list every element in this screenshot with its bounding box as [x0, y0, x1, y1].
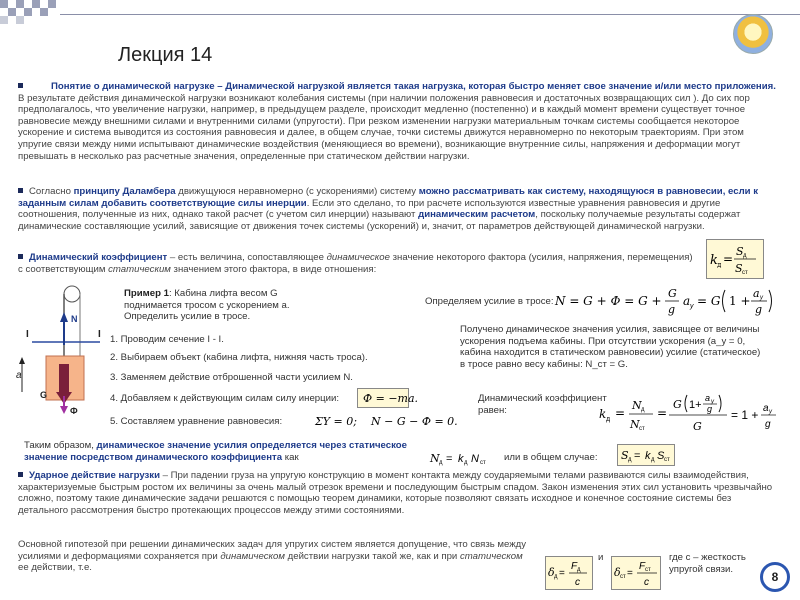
svg-text:=: =	[615, 406, 626, 420]
svg-text:=: =	[627, 568, 633, 579]
svg-text:Ф = −ma.: Ф = −ma.	[363, 392, 419, 405]
text: – есть величина, сопоставляющее	[167, 252, 327, 263]
slide-title: Лекция 14	[118, 44, 213, 66]
body-dynamic-load: В результате действия динамической нагрузки возникают колебания системы (при наличии положения равновесия и достаточных возвращающих сил ). До сих пор предполагалось, что увеличение нагрузки, например, в предыдущем разделе, происходит медленно (постепенно) и в каждый момент времени существует точное равновесие между внешними силами и внутренними силами (упругости). При резком изменении нагрузки материальным точкам системы сообщается некоторое ускорение и система выводится из состояния равновесия и далее, в общем случае, точки системы движутся неравномерно по некоторым траекториям. При этом упругие связи между ними испытывают динамические воздействия (меняющиеся во времени), возникающие внутренние силы, напряжения и деформации могут превышать в несколько раз расчетные значения, определенные при статическом действии нагрузки.	[18, 92, 750, 162]
text: Согласно	[29, 186, 74, 197]
term-dynamic-load: Понятие о динамической нагрузке	[51, 81, 215, 92]
obtained-text: Получено динамическое значения усилия, зависящее от величины ускорения подъема кабины. При отсутствии ускорения (a_y = 0, кабина находится в статическом равновесии) усилие (статическое) в тросе равно весу кабины: N_ст = G.	[460, 324, 761, 370]
bold-statement: можно рассматривать как систему, находящуюся в равновесии, если к заданным силам добавить соответствующие силы инерции	[18, 186, 759, 209]
italic-word: статическим	[108, 263, 171, 275]
svg-text:д: д	[628, 457, 632, 463]
svg-text:= G: = G	[697, 294, 721, 308]
svg-text:g: g	[668, 303, 676, 316]
and-word: и	[598, 552, 604, 563]
force-N-arrow	[60, 312, 68, 322]
bullet-icon	[18, 83, 23, 88]
inertia-arrow	[60, 406, 68, 414]
svg-text:g: g	[765, 419, 771, 430]
svg-text:a: a	[763, 403, 769, 414]
svg-text:д: д	[641, 407, 645, 413]
italic-word: динамическом	[220, 550, 285, 562]
svg-text:д: д	[651, 457, 655, 463]
svg-text:д: д	[606, 416, 611, 423]
text: Таким образом,	[24, 440, 97, 451]
svg-text:G: G	[693, 420, 702, 433]
text: Основной гипотезой при решении динамических задач для упругих систем является допущение, что связь между усилиями и деформациями сохраняется при	[18, 539, 527, 562]
formula-nd	[428, 448, 500, 468]
svg-text:ст: ст	[664, 457, 670, 463]
svg-text:k: k	[458, 453, 464, 465]
page-number-badge: 8	[760, 562, 790, 592]
term-impact: Ударное действие нагрузки	[29, 470, 160, 481]
formula-delta-d	[545, 556, 593, 590]
label-G: G	[40, 390, 48, 400]
bullet-icon	[18, 254, 23, 259]
paragraph-hypothesis	[18, 539, 528, 574]
svg-text:д: д	[577, 567, 581, 573]
italic-word: статическом	[459, 550, 523, 562]
svg-text:=: =	[559, 568, 565, 579]
pulley-icon	[64, 286, 80, 302]
svg-text:S: S	[735, 262, 743, 275]
formula-inertia	[357, 388, 419, 408]
label-a: a	[16, 370, 22, 381]
label-N: N	[71, 314, 78, 324]
svg-text:ст: ст	[480, 460, 486, 466]
svg-text:ст: ст	[620, 574, 626, 580]
svg-text:д: д	[554, 574, 558, 580]
svg-text:G: G	[673, 398, 682, 411]
svg-text:a: a	[705, 393, 711, 403]
formula-cable-force	[553, 284, 775, 318]
svg-text:N = G + Ф = G +: N = G + Ф = G +	[555, 294, 662, 308]
step-2: 2. Выбираем объект (кабина лифта, нижняя часть троса).	[110, 352, 368, 363]
bullet-icon	[18, 188, 23, 193]
svg-text:=: =	[446, 453, 453, 465]
svg-text:N − G − Ф = 0.: N − G − Ф = 0.	[371, 415, 458, 428]
formula-equilibrium	[313, 410, 458, 432]
svg-text:a: a	[753, 287, 760, 300]
lift-diagram	[14, 280, 114, 420]
step-4: 4. Добавляем к действующим силам силу инерции:	[110, 393, 339, 404]
section-label-left: I	[26, 329, 29, 340]
text: значением этого фактора, в виде отношения:	[170, 263, 377, 275]
svg-text:S: S	[621, 449, 629, 462]
example-label: Пример 1	[124, 288, 169, 299]
step-3: 3. Заменяем действие отброшенной части усилием N.	[110, 372, 353, 383]
formula-delta-st	[611, 556, 661, 590]
svg-text:y: y	[769, 409, 772, 415]
text: как	[282, 451, 299, 463]
step-1: 1. Проводим сечение I - I.	[110, 334, 224, 345]
paragraph-dynamic-coef	[18, 252, 698, 275]
weight-arrow-body	[59, 364, 69, 392]
summary-text	[24, 440, 422, 463]
svg-text:=: =	[657, 406, 668, 420]
svg-text:N: N	[630, 418, 640, 431]
svg-text:N: N	[430, 452, 440, 465]
svg-text:д: д	[464, 460, 468, 466]
svg-text:δ: δ	[548, 566, 555, 579]
formula-sd	[617, 444, 675, 466]
svg-text:ст: ст	[645, 567, 651, 573]
svg-text:= 1 +: = 1 +	[731, 408, 759, 422]
svg-text:y: y	[690, 303, 694, 310]
text: , поскольку получаемые результаты содержат динамические составляющие усилий, зависящие от движения точек системы (ускорений) и, значит, от параметров действующей динамической нагрузки.	[18, 209, 741, 232]
svg-text:y: y	[760, 295, 763, 301]
svg-text:д: д	[717, 261, 722, 269]
header-rule	[60, 14, 800, 15]
text: значение некоторого фактора (усилия, напряжения, перемещения) с соответствующим	[18, 252, 693, 275]
impact-text: – При падении груза на упругую конструкцию в момент контакта между соударяемыми телами развиваются силы взаимодействия, характеризуемые быстрым ростом их величины за очень малый отрезок времени и последующим быстрым спадом. Закон изменения этих сил установить чрезвычайно сложно, поэтому такие динамические задачи решаются с помощью теорем динамики, которые позволяют связать исходное и конечное состояние системы без детального рассмотрения быстро протекающих процессов между этими состояниями.	[18, 470, 773, 516]
formula-kd	[597, 390, 782, 440]
svg-text:g: g	[707, 404, 713, 414]
svg-text:д: д	[743, 253, 747, 259]
bullet-icon	[18, 472, 23, 477]
svg-text:c: c	[644, 577, 649, 588]
paragraph-dynamic-load	[18, 81, 780, 162]
svg-text:1 +: 1 +	[729, 294, 751, 308]
coef-label: Динамический коэффициент равен:	[478, 393, 607, 416]
svg-text:c: c	[575, 577, 580, 588]
svg-text:ст: ст	[639, 426, 645, 432]
example-text	[124, 288, 334, 323]
stiffness-note: где с – жесткость упругой связи.	[669, 552, 746, 575]
term-dynamic-coef: Динамический коэффициент	[29, 252, 168, 263]
cable-force-label: Определяем усилие в тросе:	[425, 296, 554, 307]
text: движущуюся неравномерно (с ускорениями) систему	[175, 186, 419, 197]
summary-bold: динамическое значение усилия определяется через статическое значение посредством динамического коэффициента	[24, 440, 407, 463]
text: . Если это сделано, то при расчете используются известные уравнения равновесия и другие соотношения, полученные из них, однако такой расчет (с учетом сил инерции) называют	[18, 197, 721, 221]
svg-text:F: F	[571, 561, 578, 572]
decorative-checker	[0, 0, 64, 30]
svg-text:ΣY = 0;: ΣY = 0;	[315, 415, 357, 428]
section-label-right: I	[98, 329, 101, 340]
svg-text:k: k	[645, 450, 651, 462]
term-dynamic-calc: динамическим расчетом	[418, 209, 536, 221]
svg-text:N: N	[471, 453, 479, 465]
text: действии нагрузки такой же, как и при	[284, 550, 460, 562]
svg-text:k: k	[599, 407, 607, 421]
italic-word: динамическое	[326, 252, 390, 263]
svg-text:F: F	[639, 561, 646, 572]
general-case-label: или в общем случае:	[504, 452, 598, 463]
svg-text:N: N	[632, 399, 642, 412]
paragraph-impact	[18, 470, 780, 516]
svg-text:S: S	[736, 245, 744, 258]
paragraph-dalembert	[18, 186, 780, 232]
definition-dynamic-load: – Динамической нагрузкой является такая нагрузка, которая быстро меняет свое значение и/или место приложения.	[214, 81, 776, 92]
svg-text:=: =	[634, 450, 641, 462]
step-5: 5. Составляем уравнение равновесия:	[110, 416, 283, 427]
svg-text:g: g	[755, 303, 763, 316]
example-description: : Кабина лифта весом G поднимается тросом с ускорением a. Определить усилие в тросе.	[124, 288, 290, 323]
svg-text:y: y	[711, 399, 714, 405]
svg-text:S: S	[657, 450, 665, 462]
svg-text:ст: ст	[742, 270, 748, 276]
text: ее действии, т.е.	[18, 562, 92, 574]
svg-text:δ: δ	[614, 566, 621, 579]
formula-kd-ratio	[706, 239, 764, 279]
label-Phi: Ф	[70, 406, 78, 416]
svg-text:=: =	[723, 252, 734, 266]
term-dalembert: принципу Даламбера	[73, 186, 176, 197]
university-logo	[733, 14, 773, 54]
svg-text:k: k	[710, 253, 718, 268]
svg-text:1+: 1+	[689, 399, 702, 411]
svg-text:a: a	[683, 294, 691, 308]
svg-text:д: д	[439, 460, 443, 466]
svg-text:G: G	[668, 287, 677, 300]
